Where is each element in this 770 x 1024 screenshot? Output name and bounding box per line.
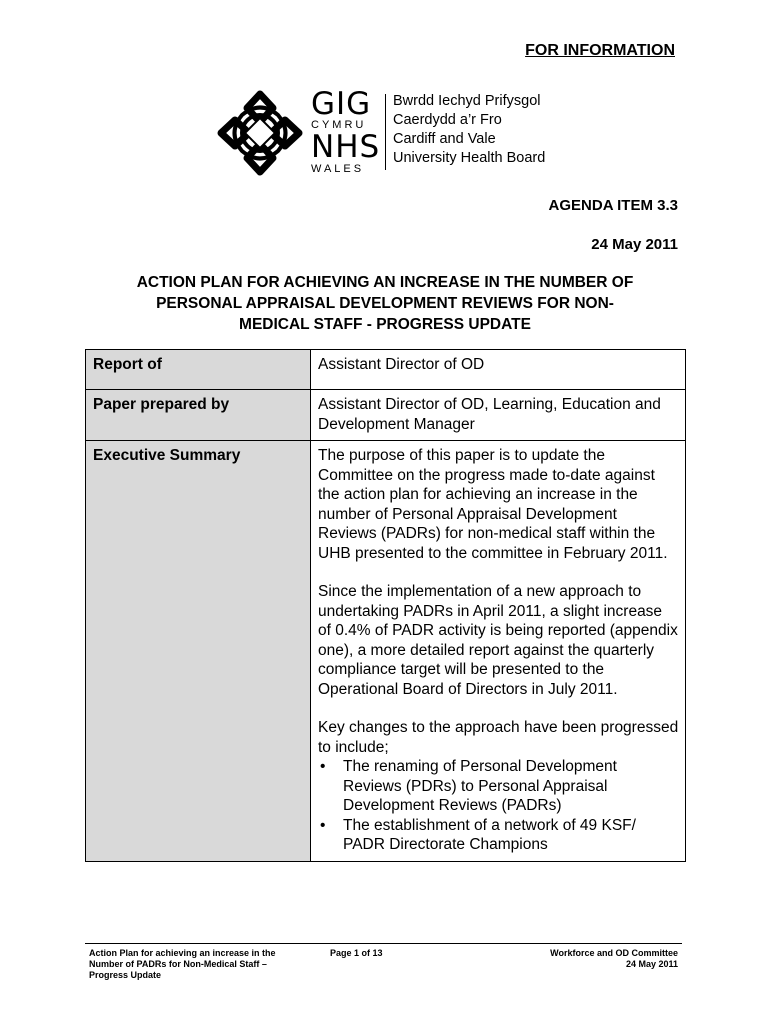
- row-value: Assistant Director of OD: [311, 350, 686, 390]
- page-number: Page 1 of 13: [330, 948, 383, 958]
- logo-cymru-text: CYMRU: [311, 119, 367, 131]
- list-item: [318, 816, 679, 855]
- title-line: PERSONAL APPRAISAL DEVELOPMENT REVIEWS FOR NON-: [156, 295, 614, 312]
- summary-paragraph: The purpose of this paper is to update the Committee on the progress made to-date against the action plan for achieving an increase in the number of Personal Appraisal Development Reviews (PADRs) for non-medical staff within the UHB presented to the committee in February 2011.: [318, 447, 668, 562]
- summary-paragraph: Key changes to the approach have been progressed to include;: [318, 719, 679, 756]
- footer-divider: [85, 943, 682, 944]
- row-label: Executive Summary: [86, 441, 311, 862]
- row-label: Paper prepared by: [86, 390, 311, 441]
- footer-date: 24 May 2011: [625, 959, 678, 969]
- row-label: Report of: [86, 350, 311, 390]
- list-item-text: The renaming of Personal Development Reviews (PDRs) to Personal Appraisal Development Reviews (PADRs): [343, 758, 617, 814]
- footer-line: Number of PADRs for Non-Medical Staff –: [89, 959, 267, 969]
- nhs-wales-logo: [215, 88, 575, 178]
- bullet-icon: •: [320, 816, 326, 834]
- list-item: [318, 757, 679, 816]
- summary-paragraph: Since the implementation of a new approach to undertaking PADRs in April 2011, a slight increase of 0.4% of PADR activity is being reported (appendix one), a more detailed report against the quarterly compliance target will be presented to the Operational Board of Directors in July 2011.: [318, 583, 678, 698]
- committee-name: Workforce and OD Committee: [550, 948, 678, 958]
- logo-nhs-text: NHS: [311, 129, 381, 165]
- logo-gig-text: GIG: [311, 86, 372, 122]
- board-name-line: University Health Board: [393, 150, 546, 166]
- document-title: [85, 272, 685, 335]
- health-board-names: [393, 92, 545, 168]
- celtic-knot-icon: [215, 88, 305, 178]
- agenda-item: AGENDA ITEM 3.3: [548, 197, 678, 214]
- meeting-date: 24 May 2011: [591, 236, 678, 253]
- footer-line: Action Plan for achieving an increase in the: [89, 948, 276, 958]
- footer-line: Progress Update: [89, 970, 162, 980]
- title-line: ACTION PLAN FOR ACHIEVING AN INCREASE IN THE NUMBER OF: [136, 274, 634, 291]
- logo-wales-text: WALES: [311, 163, 365, 175]
- bullet-icon: •: [320, 758, 326, 775]
- table-row: [86, 441, 686, 862]
- title-line: MEDICAL STAFF - PROGRESS UPDATE: [239, 316, 531, 333]
- board-name-line: Bwrdd Iechyd Prifysgol: [393, 93, 541, 109]
- table-row: [86, 350, 686, 390]
- board-name-line: Cardiff and Vale: [393, 131, 496, 147]
- table-row: [86, 390, 686, 441]
- list-item-text: The establishment of a network of 49 KSF/ PADR Directorate Champions: [343, 816, 636, 853]
- logo-divider: [385, 94, 386, 170]
- footer-document-title: [89, 948, 319, 981]
- row-value: Assistant Director of OD, Learning, Education and Development Manager: [311, 390, 686, 441]
- document-status-label: FOR INFORMATION: [525, 42, 675, 59]
- board-name-line: Caerdydd a’r Fro: [393, 112, 502, 128]
- footer-committee: [550, 948, 678, 970]
- executive-summary-content: [311, 441, 686, 862]
- report-info-table: [85, 349, 686, 862]
- key-changes-list: [318, 757, 679, 855]
